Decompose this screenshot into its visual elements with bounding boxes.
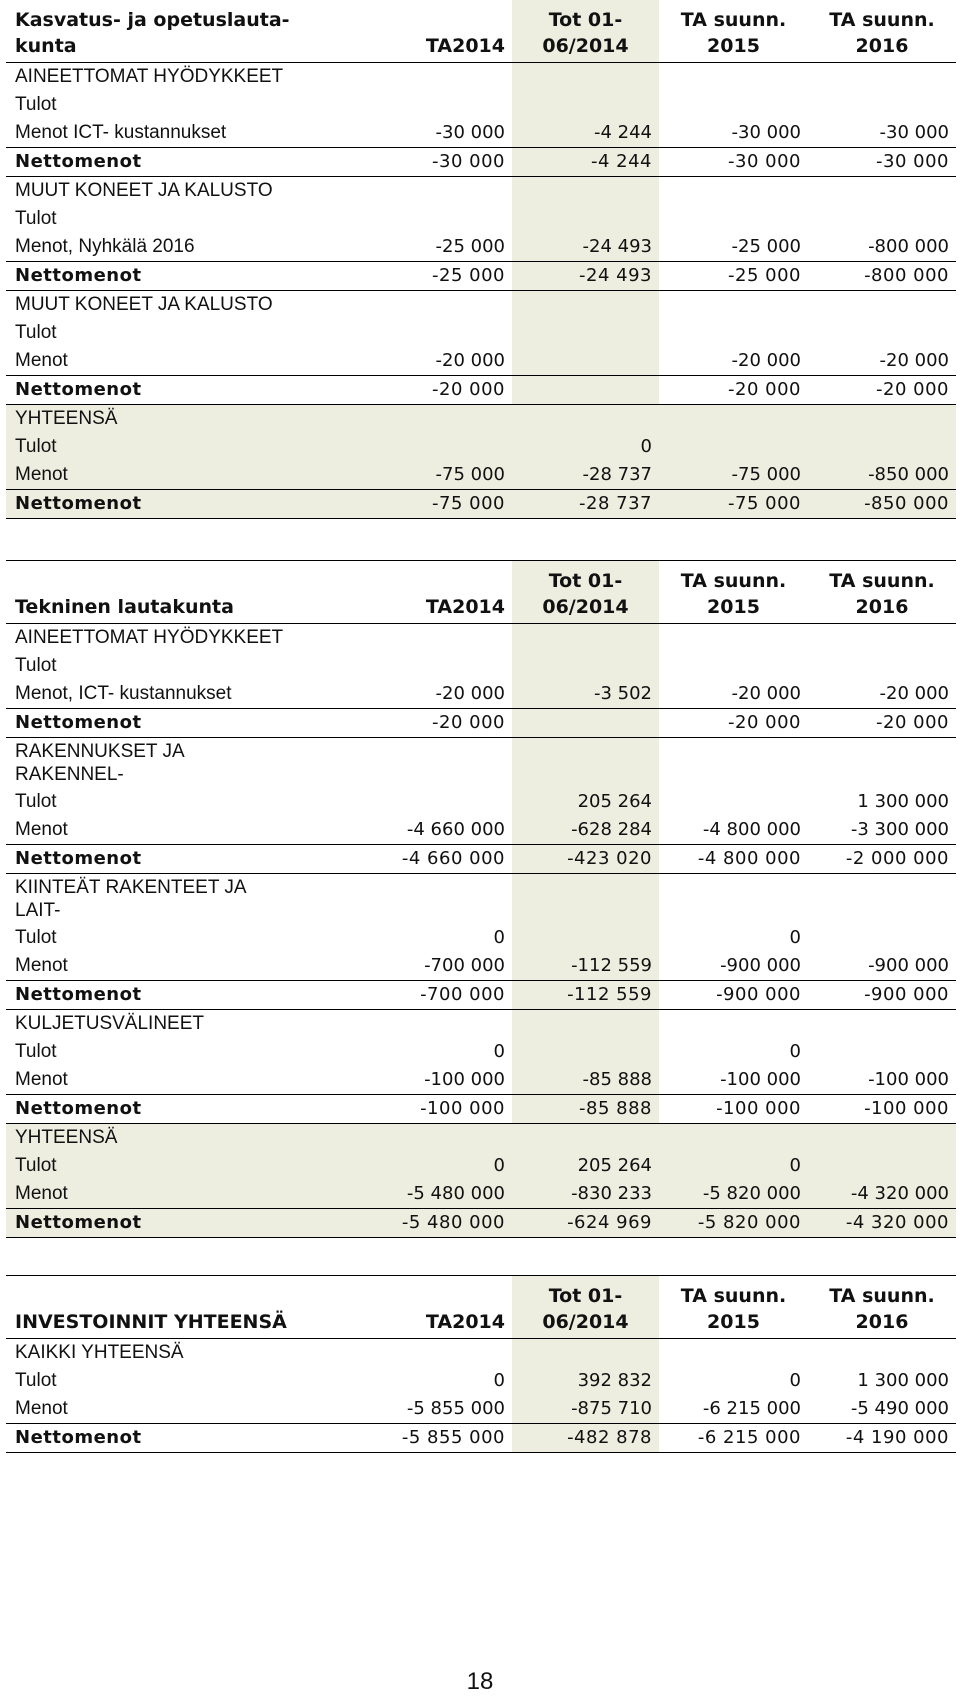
cell-ta2014: -100 000 (420, 1098, 505, 1119)
cell-ta2014 (291, 291, 512, 319)
section-label: KULJETUSVÄLINEET (15, 1013, 204, 1034)
cell-tot2014 (512, 405, 659, 433)
net-row (6, 489, 956, 519)
table-header (6, 0, 956, 63)
cell-ta2015 (659, 63, 808, 91)
cell-ta2015: 0 (789, 1370, 801, 1391)
cell-ta2016 (808, 63, 956, 91)
section-label: MUUT KONEET JA KALUSTO (15, 294, 273, 315)
cell-ta2014: -5 480 000 (406, 1183, 505, 1204)
cell-tot2014 (512, 874, 659, 924)
row-label: Menot, Nyhkälä 2016 (15, 236, 195, 257)
row-label: Tulot (15, 94, 57, 115)
cell-ta2015 (659, 291, 808, 319)
cell-ta2015: -5 820 000 (702, 1183, 801, 1204)
row-label: Menot, ICT- kustannukset (15, 683, 232, 704)
cell-ta2015: -75 000 (731, 464, 801, 485)
cell-ta2014 (291, 738, 512, 788)
row-label: Menot (15, 1398, 68, 1419)
net-row (6, 980, 956, 1010)
net-row (6, 708, 956, 738)
cell-ta2016 (808, 738, 956, 788)
table-header (6, 560, 956, 624)
page-number: 18 (466, 1668, 494, 1695)
table-investoinnit-yhteensa (6, 1275, 956, 1453)
cell-ta2016: -4 190 000 (845, 1427, 949, 1448)
cell-ta2014 (291, 788, 512, 816)
cell-ta2015 (659, 624, 808, 652)
cell-ta2015: -20 000 (728, 712, 801, 733)
cell-ta2016 (808, 1010, 956, 1038)
cell-ta2014: -700 000 (424, 955, 505, 976)
table-row (6, 1038, 956, 1066)
cell-tot2014: -4 244 (512, 148, 659, 176)
cell-ta2015 (659, 1010, 808, 1038)
table-row (6, 680, 956, 708)
cell-tot2014: -28 737 (582, 464, 652, 485)
cell-ta2014: -75 000 (435, 464, 505, 485)
section-label: KAIKKI YHTEENSÄ (15, 1342, 184, 1363)
cell-tot2014: -482 878 (512, 1424, 659, 1452)
cell-tot2014 (512, 738, 659, 788)
cell-ta2015: -5 820 000 (697, 1212, 801, 1233)
header-ta-2015: TA suunn. 2015 (680, 570, 787, 618)
table-row (6, 347, 956, 375)
cell-ta2015: -4 800 000 (702, 819, 801, 840)
header-tot-2014: Tot 01- 06/2014 (512, 0, 659, 62)
cell-ta2016: -4 320 000 (850, 1183, 949, 1204)
section-row (6, 63, 956, 91)
table-row (6, 1395, 956, 1423)
table-row (6, 91, 956, 119)
cell-ta2016: -20 000 (876, 379, 949, 400)
cell-ta2014: -20 000 (432, 379, 505, 400)
table-kasvatus-opetus (6, 0, 956, 519)
section-label: YHTEENSÄ (15, 1127, 118, 1148)
cell-ta2014 (291, 91, 512, 119)
section-row (6, 1010, 956, 1038)
cell-ta2014: -100 000 (424, 1069, 505, 1090)
row-label: Menot ICT- kustannukset (15, 122, 227, 143)
section-row (6, 177, 956, 205)
cell-tot2014 (512, 319, 659, 347)
cell-ta2015 (659, 1124, 808, 1152)
cell-ta2016: -100 000 (864, 1098, 949, 1119)
cell-ta2015: -100 000 (720, 1069, 801, 1090)
cell-ta2015: -100 000 (716, 1098, 801, 1119)
cell-ta2014: 0 (493, 1041, 505, 1062)
cell-ta2014 (291, 433, 512, 461)
row-label: Tulot (15, 1155, 57, 1176)
cell-ta2014: -20 000 (432, 712, 505, 733)
header-ta-2016: TA suunn. 2016 (829, 9, 935, 57)
cell-ta2014: -20 000 (435, 350, 505, 371)
cell-tot2014: -830 233 (571, 1183, 652, 1204)
table-row (6, 205, 956, 233)
cell-ta2015: 0 (789, 1155, 801, 1176)
cell-ta2016: -2 000 000 (845, 848, 949, 869)
cell-tot2014: -3 502 (512, 680, 659, 708)
row-label: Tulot (15, 791, 57, 812)
cell-ta2015 (659, 177, 808, 205)
section-label: AINEETTOMAT HYÖDYKKEET (15, 66, 284, 87)
cell-ta2015: -20 000 (731, 683, 801, 704)
cell-ta2014: -30 000 (432, 151, 505, 172)
row-label: Nettomenot (15, 1098, 142, 1119)
row-label: Tulot (15, 208, 57, 229)
cell-ta2016: -800 000 (868, 236, 949, 257)
net-row (6, 1094, 956, 1124)
row-label: Menot (15, 464, 68, 485)
cell-ta2015: -75 000 (728, 493, 801, 514)
cell-tot2014: -85 888 (512, 1095, 659, 1123)
cell-ta2016 (808, 624, 956, 652)
cell-ta2016 (808, 1152, 956, 1180)
cell-ta2014: -20 000 (435, 683, 505, 704)
cell-ta2014 (291, 205, 512, 233)
cell-ta2015 (659, 874, 808, 924)
cell-ta2016 (808, 874, 956, 924)
cell-tot2014 (512, 63, 659, 91)
cell-ta2014 (291, 319, 512, 347)
row-label: Nettomenot (15, 379, 142, 400)
cell-ta2014 (291, 874, 512, 924)
cell-ta2016: -800 000 (864, 265, 949, 286)
cell-ta2014: -75 000 (432, 493, 505, 514)
cell-tot2014 (512, 1124, 659, 1152)
cell-ta2015: -6 215 000 (702, 1398, 801, 1419)
cell-ta2014 (291, 63, 512, 91)
cell-ta2015: -20 000 (731, 350, 801, 371)
cell-ta2014: -4 660 000 (406, 819, 505, 840)
section-row (6, 405, 956, 433)
table-row (6, 1152, 956, 1180)
row-label: Nettomenot (15, 848, 142, 869)
header-title: Kasvatus- ja opetuslauta- kunta (15, 9, 290, 57)
cell-ta2014 (291, 652, 512, 680)
header-ta-2016: TA suunn. 2016 (829, 1285, 935, 1333)
table-row (6, 433, 956, 461)
cell-ta2014 (291, 624, 512, 652)
cell-tot2014: 0 (640, 436, 652, 457)
cell-ta2014 (291, 177, 512, 205)
table-row (6, 924, 956, 952)
cell-tot2014 (512, 924, 659, 952)
row-label: Nettomenot (15, 1212, 142, 1233)
cell-ta2014: -5 855 000 (406, 1398, 505, 1419)
cell-ta2016: 1 300 000 (857, 791, 949, 812)
cell-tot2014 (512, 652, 659, 680)
cell-ta2015: -900 000 (716, 984, 801, 1005)
cell-tot2014 (512, 1339, 659, 1367)
header-ta2014: TA2014 (425, 596, 505, 618)
row-label: Tulot (15, 436, 57, 457)
cell-ta2015: 0 (789, 1041, 801, 1062)
header-title: Tekninen lautakunta (15, 596, 234, 618)
table-row (6, 1367, 956, 1395)
row-label: Menot (15, 1183, 68, 1204)
row-label: Menot (15, 955, 68, 976)
cell-tot2014 (512, 1010, 659, 1038)
net-row (6, 261, 956, 291)
cell-ta2016 (808, 652, 956, 680)
cell-tot2014 (512, 624, 659, 652)
cell-ta2014 (291, 1339, 512, 1367)
row-label: Nettomenot (15, 712, 142, 733)
cell-ta2016 (808, 91, 956, 119)
cell-ta2015 (659, 91, 808, 119)
cell-ta2014: -700 000 (420, 984, 505, 1005)
cell-ta2015 (659, 1339, 808, 1367)
cell-ta2016: -850 000 (868, 464, 949, 485)
cell-tot2014: -28 737 (579, 493, 652, 514)
cell-ta2015 (659, 205, 808, 233)
section-label: YHTEENSÄ (15, 408, 118, 429)
cell-tot2014 (512, 205, 659, 233)
cell-ta2016 (808, 1339, 956, 1367)
cell-tot2014: -628 284 (512, 816, 659, 844)
cell-ta2016: -5 490 000 (850, 1398, 949, 1419)
table-row (6, 816, 956, 844)
cell-ta2016: -900 000 (864, 984, 949, 1005)
cell-tot2014: -112 559 (512, 981, 659, 1009)
cell-ta2016: -20 000 (879, 350, 949, 371)
table-row (6, 461, 956, 489)
cell-ta2015: -900 000 (720, 955, 801, 976)
cell-tot2014: -423 020 (512, 845, 659, 873)
cell-ta2016: -100 000 (868, 1069, 949, 1090)
section-row (6, 624, 956, 652)
cell-tot2014: 205 264 (577, 1155, 652, 1176)
cell-ta2016: -4 320 000 (845, 1212, 949, 1233)
cell-ta2015: -6 215 000 (697, 1427, 801, 1448)
row-label: Nettomenot (15, 151, 142, 172)
cell-ta2014: 0 (493, 1155, 505, 1176)
cell-ta2015: -30 000 (731, 122, 801, 143)
row-label: Nettomenot (15, 1427, 142, 1448)
cell-tot2014 (512, 1038, 659, 1066)
cell-ta2016 (808, 1124, 956, 1152)
cell-ta2016: -20 000 (879, 683, 949, 704)
header-ta-2016: TA suunn. 2016 (829, 570, 935, 618)
header-ta-2015: TA suunn. 2015 (680, 1285, 787, 1333)
row-label: Nettomenot (15, 984, 142, 1005)
section-row (6, 874, 956, 924)
cell-ta2016: -30 000 (876, 151, 949, 172)
cell-tot2014: -85 888 (512, 1066, 659, 1094)
cell-ta2016 (808, 1038, 956, 1066)
section-label: RAKENNUKSET JA RAKENNEL- (15, 741, 184, 785)
cell-ta2016: -900 000 (868, 955, 949, 976)
section-label: KIINTEÄT RAKENTEET JA LAIT- (15, 877, 246, 921)
cell-ta2015 (659, 788, 808, 816)
cell-tot2014 (512, 709, 659, 737)
table-row (6, 952, 956, 980)
row-label: Menot (15, 1069, 68, 1090)
table-tekninen-lautakunta (6, 560, 956, 1238)
table-row (6, 319, 956, 347)
section-row (6, 291, 956, 319)
cell-ta2016 (808, 205, 956, 233)
cell-ta2016 (808, 177, 956, 205)
cell-ta2015: -4 800 000 (697, 848, 801, 869)
row-label: Tulot (15, 1041, 57, 1062)
cell-ta2015 (659, 652, 808, 680)
row-label: Menot (15, 819, 68, 840)
section-row (6, 738, 956, 788)
cell-ta2015 (659, 738, 808, 788)
net-row (6, 375, 956, 405)
cell-ta2014: -5 855 000 (401, 1427, 505, 1448)
table-row (6, 1180, 956, 1208)
cell-ta2015 (659, 433, 808, 461)
row-label: Nettomenot (15, 265, 142, 286)
row-label: Tulot (15, 927, 57, 948)
row-label: Tulot (15, 322, 57, 343)
cell-ta2016: -30 000 (879, 122, 949, 143)
section-row (6, 1124, 956, 1152)
cell-ta2015: 0 (789, 927, 801, 948)
cell-tot2014 (512, 91, 659, 119)
net-row (6, 844, 956, 874)
table-row (6, 119, 956, 147)
cell-ta2014: 0 (493, 927, 505, 948)
header-tot-2014: Tot 01- 06/2014 (512, 1276, 659, 1338)
cell-ta2015: -25 000 (728, 265, 801, 286)
cell-tot2014 (512, 177, 659, 205)
cell-ta2015 (659, 319, 808, 347)
cell-ta2014 (291, 1124, 512, 1152)
header-tot-2014: Tot 01- 06/2014 (512, 561, 659, 623)
net-row (6, 1208, 956, 1238)
cell-ta2014: 0 (493, 1370, 505, 1391)
row-label: Tulot (15, 1370, 57, 1391)
cell-tot2014: -24 493 (512, 233, 659, 261)
net-row (6, 1423, 956, 1453)
cell-ta2015: -25 000 (731, 236, 801, 257)
cell-tot2014: -624 969 (567, 1212, 652, 1233)
table-row (6, 233, 956, 261)
cell-ta2016: -3 300 000 (850, 819, 949, 840)
net-row (6, 147, 956, 177)
cell-tot2014: 205 264 (512, 788, 659, 816)
cell-ta2016 (808, 405, 956, 433)
cell-ta2015: -30 000 (728, 151, 801, 172)
cell-ta2016: -20 000 (876, 712, 949, 733)
header-title: INVESTOINNIT YHTEENSÄ (15, 1311, 287, 1333)
table-row (6, 652, 956, 680)
table-row (6, 1066, 956, 1094)
cell-tot2014 (512, 376, 659, 404)
table-row (6, 788, 956, 816)
cell-tot2014: -24 493 (512, 262, 659, 290)
header-ta2014: TA2014 (425, 35, 505, 57)
header-ta2014: TA2014 (425, 1311, 505, 1333)
cell-ta2015 (659, 405, 808, 433)
cell-ta2016: 1 300 000 (857, 1370, 949, 1391)
row-label: Tulot (15, 655, 57, 676)
cell-ta2014: -25 000 (432, 265, 505, 286)
cell-ta2015: -20 000 (728, 379, 801, 400)
cell-ta2014: -25 000 (435, 236, 505, 257)
cell-tot2014: -112 559 (512, 952, 659, 980)
cell-tot2014: 392 832 (512, 1367, 659, 1395)
cell-tot2014 (512, 291, 659, 319)
table-header (6, 1275, 956, 1339)
cell-tot2014: -4 244 (512, 119, 659, 147)
section-label: MUUT KONEET JA KALUSTO (15, 180, 273, 201)
cell-ta2016 (808, 291, 956, 319)
cell-ta2014 (291, 1010, 512, 1038)
cell-ta2014: -4 660 000 (401, 848, 505, 869)
section-label: AINEETTOMAT HYÖDYKKEET (15, 627, 284, 648)
cell-ta2014: -30 000 (435, 122, 505, 143)
row-label: Menot (15, 350, 68, 371)
cell-ta2016: -850 000 (864, 493, 949, 514)
cell-tot2014: -875 710 (512, 1395, 659, 1423)
row-label: Nettomenot (15, 493, 142, 514)
section-row (6, 1339, 956, 1367)
cell-tot2014 (512, 347, 659, 375)
cell-ta2014: -5 480 000 (401, 1212, 505, 1233)
cell-ta2016 (808, 319, 956, 347)
cell-ta2014 (291, 405, 512, 433)
cell-ta2016 (808, 924, 956, 952)
header-ta-2015: TA suunn. 2015 (680, 9, 787, 57)
cell-ta2016 (808, 433, 956, 461)
